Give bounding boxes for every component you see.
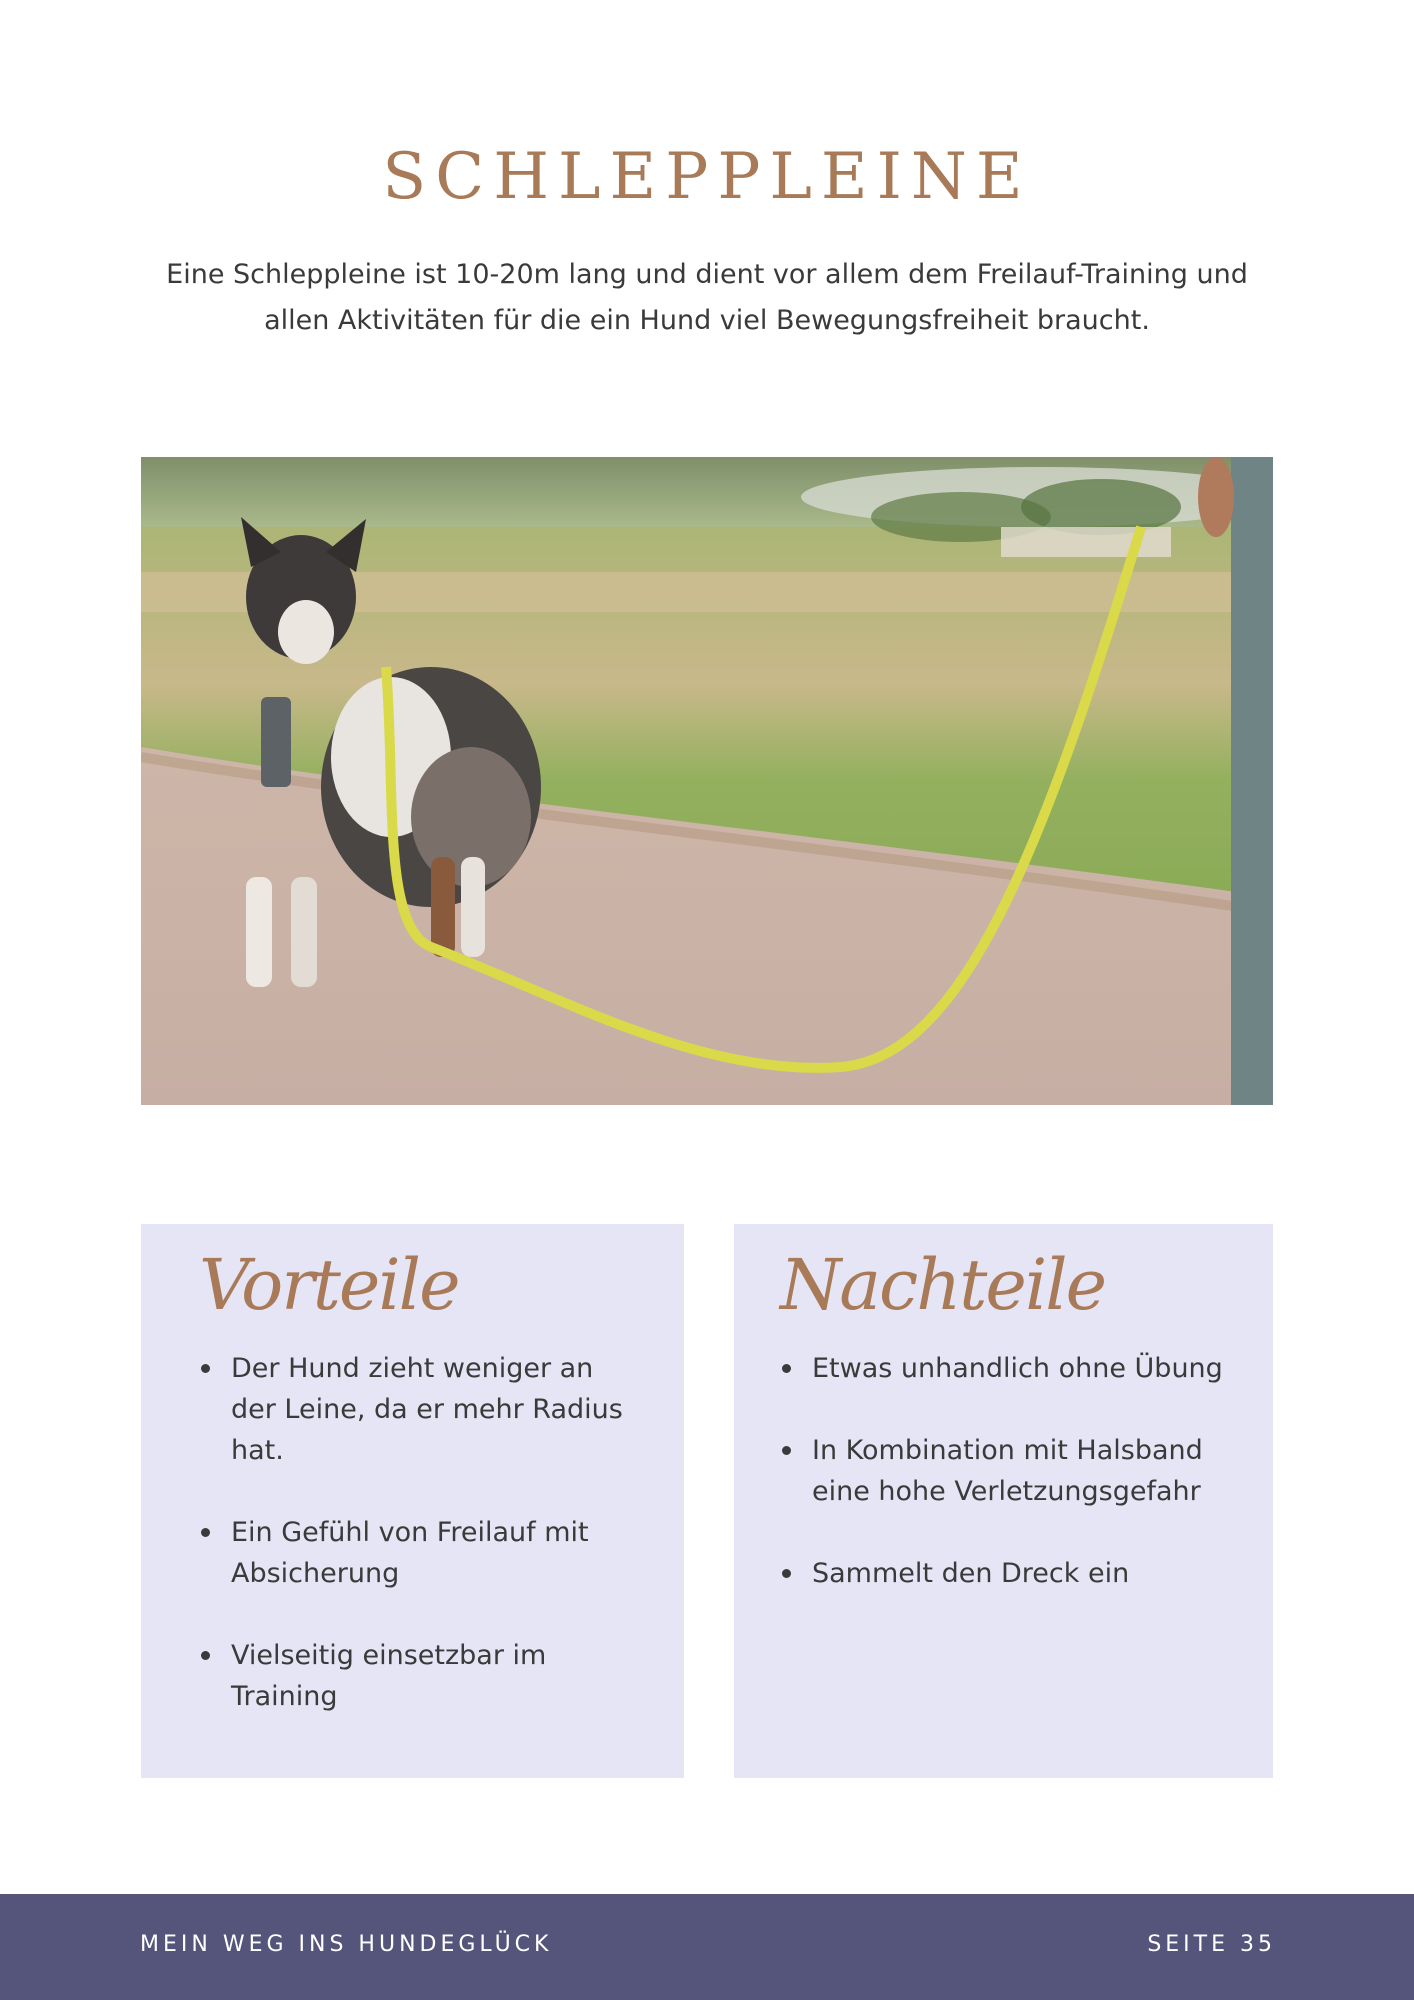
list-item: Sammelt den Dreck ein <box>780 1553 1240 1594</box>
footer-book-title: MEIN WEG INS HUNDEGLÜCK <box>140 1932 553 1957</box>
cons-card <box>734 1224 1273 1778</box>
footer-page-number: SEITE 35 <box>1147 1932 1276 1957</box>
list-item: Etwas unhandlich ohne Übung <box>780 1348 1240 1389</box>
list-item: Ein Gefühl von Freilauf mit Absicherung <box>199 1512 639 1594</box>
pros-card <box>141 1224 684 1778</box>
page-title: SCHLEPPLEINE <box>382 140 1032 214</box>
list-item: Der Hund zieht weniger an der Leine, da er mehr Radius hat. <box>199 1348 639 1471</box>
footer-bar <box>0 1894 1414 2000</box>
pros-title: Vorteile <box>199 1244 459 1326</box>
dog-photo <box>141 457 1273 1105</box>
cons-list <box>780 1348 1240 1635</box>
intro-text: Eine Schleppleine ist 10-20m lang und dient vor allem dem Freilauf-Training und allen Aktivitäten für die ein Hund viel Bewegungsfreiheit braucht. <box>166 259 1248 336</box>
dog-photo-illustration <box>141 457 1273 1105</box>
list-item: Vielseitig einsetzbar im Training <box>199 1635 639 1717</box>
list-item: In Kombination mit Halsband eine hohe Verletzungsgefahr <box>780 1430 1240 1512</box>
cons-title: Nachteile <box>780 1244 1106 1326</box>
pros-list <box>199 1348 639 1758</box>
